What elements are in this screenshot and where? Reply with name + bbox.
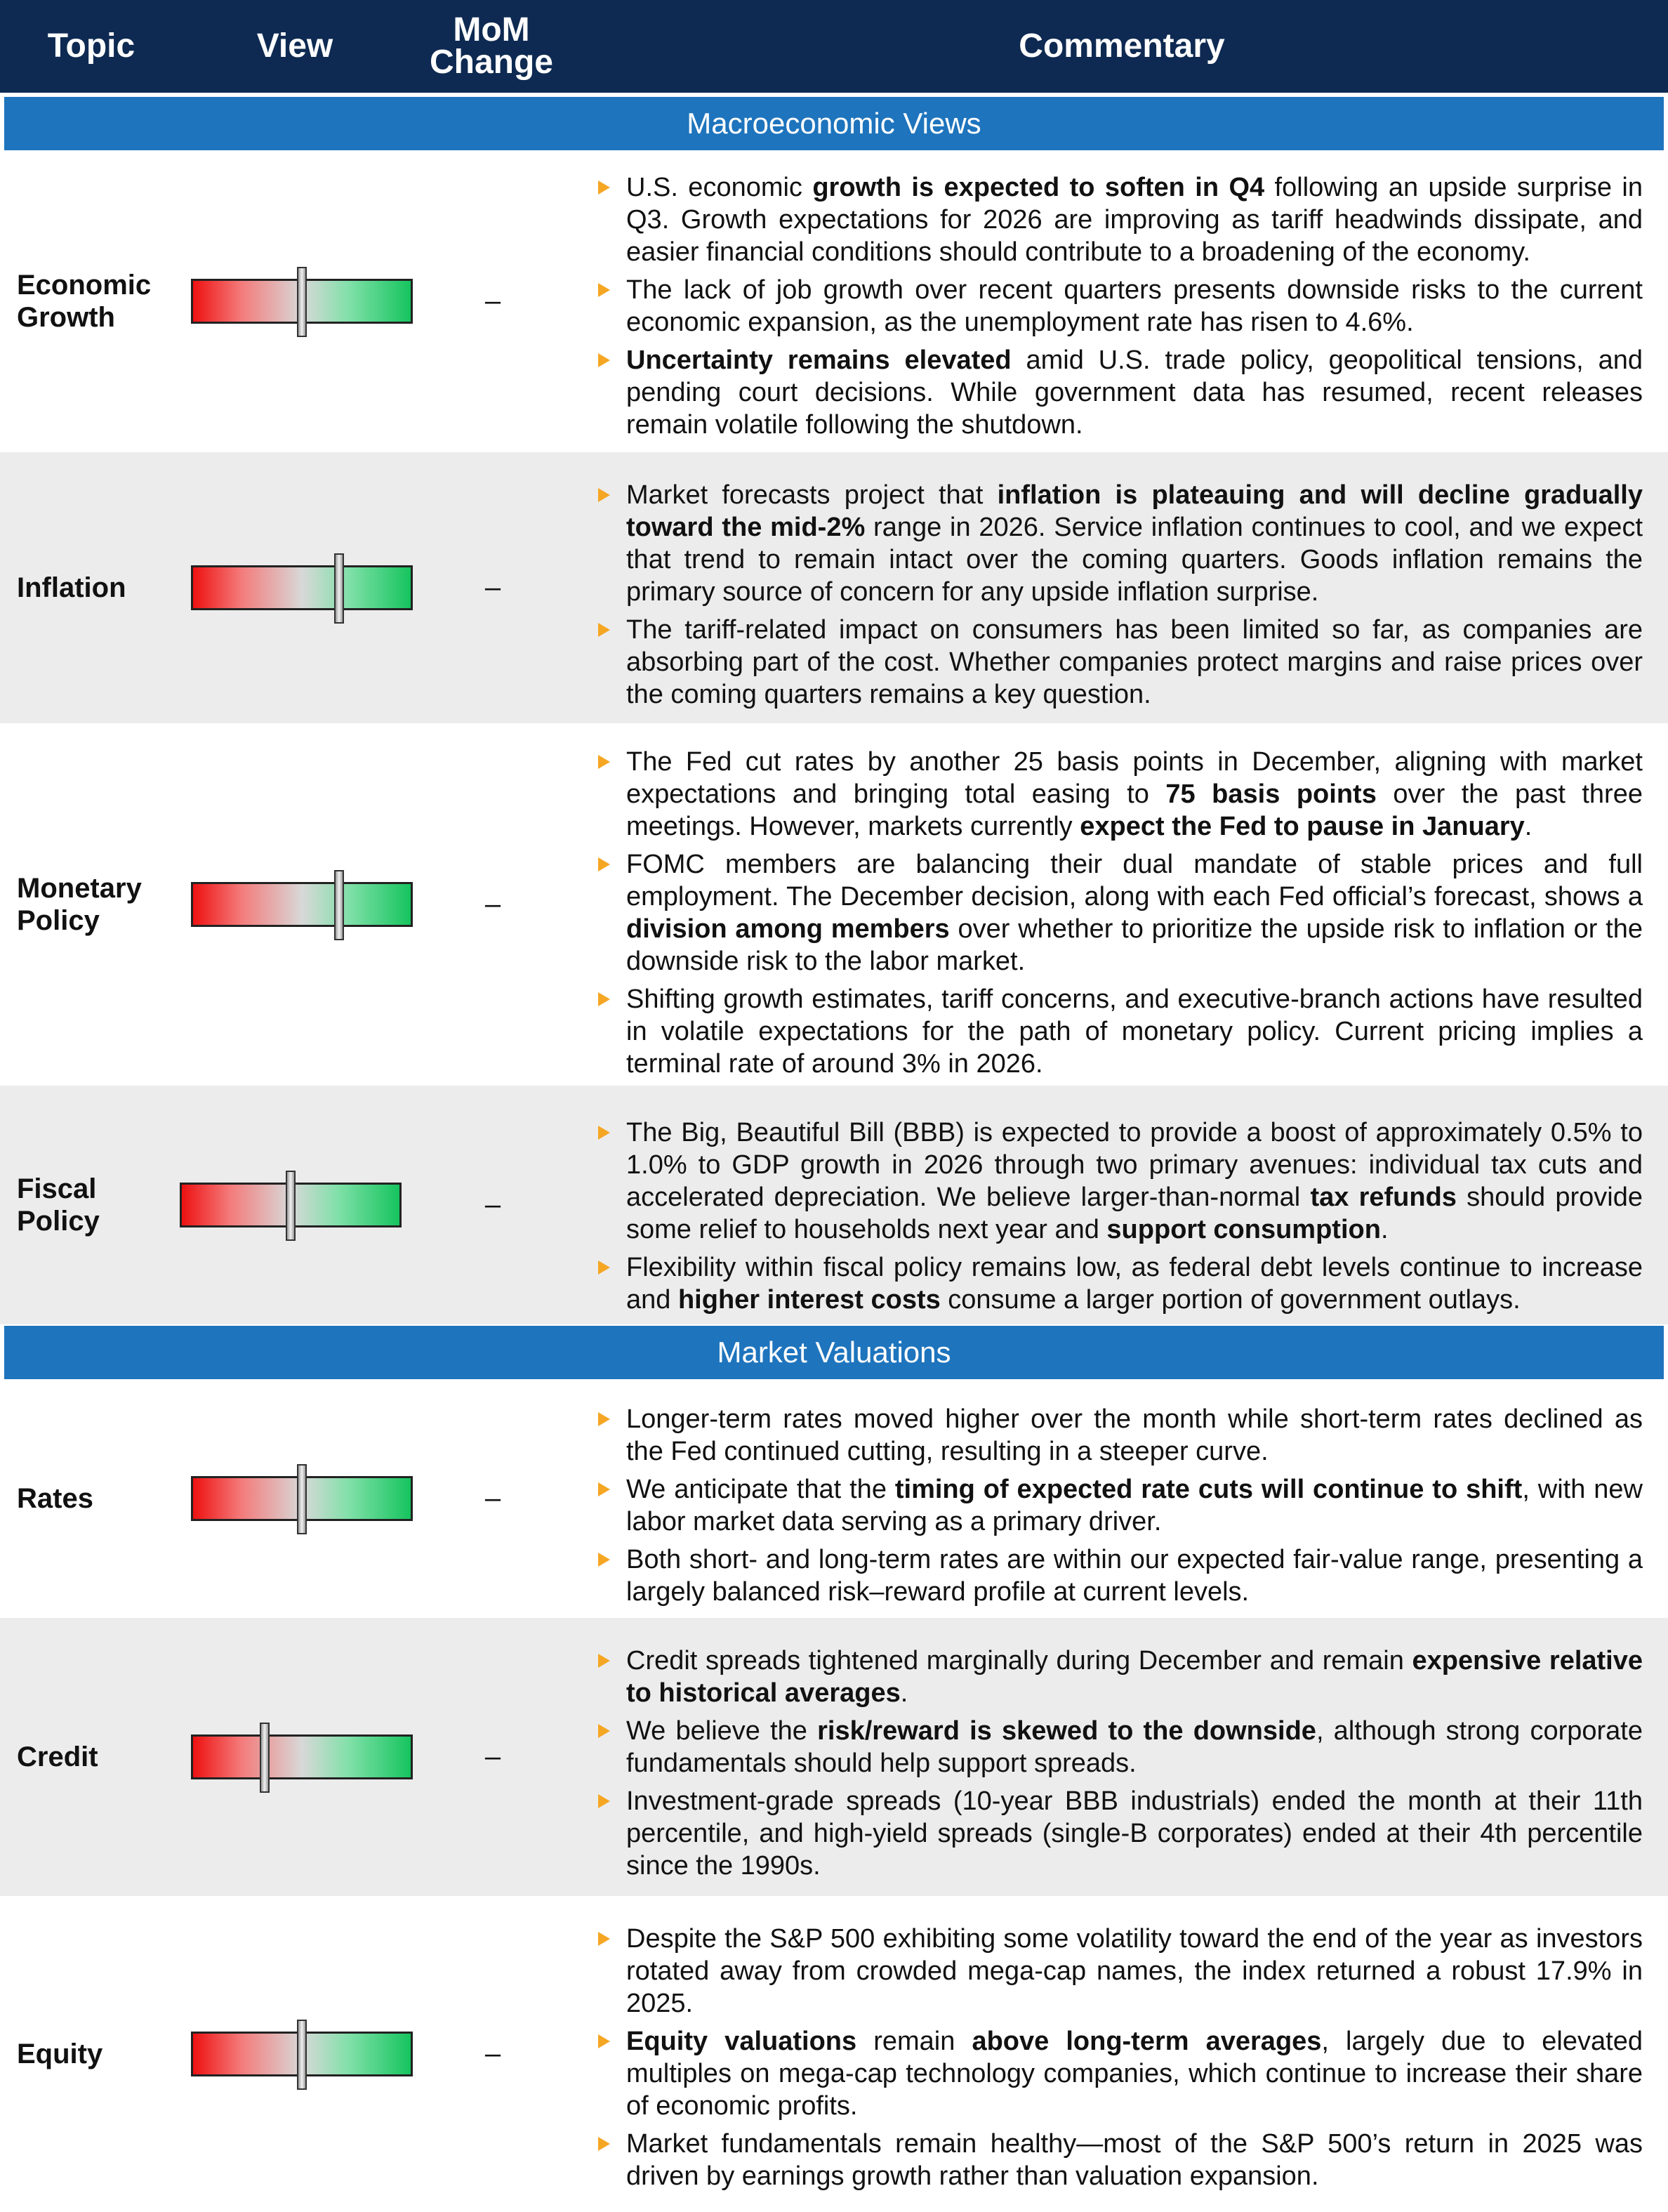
section-header: Macroeconomic Views xyxy=(4,97,1664,150)
mom-change-value: – xyxy=(484,1741,501,1772)
text-segment: . xyxy=(900,1678,908,1708)
bold-text: timing of expected rate cuts will continue to shift xyxy=(894,1475,1523,1504)
triangle-right-icon xyxy=(598,857,610,871)
table-row xyxy=(0,452,1668,723)
commentary-bullet xyxy=(590,344,1643,441)
row-topic: Monetary Policy xyxy=(17,873,142,936)
triangle-right-icon xyxy=(598,1553,610,1567)
text-segment: U.S. economic xyxy=(626,173,813,202)
bold-text: higher interest costs xyxy=(677,1285,941,1315)
triangle-right-icon xyxy=(598,1260,610,1275)
text-segment: The lack of job growth over recent quarters presents downside risks to the current economic expansion, as the unemployment rate has risen to 4.6%. xyxy=(626,275,1643,337)
view-gauge xyxy=(191,565,413,610)
section-header: Market Valuations xyxy=(4,1326,1664,1379)
commentary-bullet xyxy=(590,2025,1643,2122)
row-topic: Credit xyxy=(17,1742,98,1772)
text-segment: Both short- and long-term rates are within our expected fair-value range, presenting a largely balanced risk–reward profile at current levels. xyxy=(626,1545,1643,1607)
text-segment: , with new labor market data serving as a primary driver. xyxy=(626,1475,1643,1536)
bold-text: risk/reward is skewed to the downside xyxy=(817,1716,1316,1746)
triangle-right-icon xyxy=(598,1724,610,1738)
commentary xyxy=(590,479,1643,711)
text-segment: Market fundamentals remain healthy—most of the S&P 500’s return in 2025 was driven by earnings growth rather than valuation expansion. xyxy=(626,2129,1643,2191)
bold-text: Uncertainty remains elevated xyxy=(626,345,1012,375)
commentary-bullet xyxy=(590,1923,1643,2020)
text-segment: The tariff-related impact on consumers has been limited so far, as companies are absorbing part of the cost. Whether companies protect margins and raise prices over the coming quarters remains a key question. xyxy=(626,615,1643,709)
text-segment: The Fed cut rates by another 25 basis points in December, aligning with market expectations and bringing total easing to xyxy=(626,747,1643,809)
text-segment: Despite the S&P 500 exhibiting some volatility toward the end of the year as investors rotated away from crowded mega-cap names, the index returned a robust 17.9% in 2025. xyxy=(626,1924,1643,2018)
triangle-right-icon xyxy=(598,180,610,195)
view-gauge xyxy=(191,1476,413,1521)
header-mom-line2: Change xyxy=(429,44,553,81)
text-segment: Investment-grade spreads (10-year BBB industrials) ended the month at their 11th percentile, and high-yield spreads (single-B corporates) ended at their 4th percentile since the 1990s. xyxy=(626,1786,1643,1881)
header-commentary: Commentary xyxy=(1019,27,1225,65)
commentary xyxy=(590,1403,1643,1608)
commentary-bullet xyxy=(590,2128,1643,2192)
mom-change-value: – xyxy=(484,285,501,317)
slider-marker-icon xyxy=(297,1464,307,1534)
table-row xyxy=(0,1896,1668,2212)
commentary-bullet xyxy=(590,1117,1643,1246)
bold-text: inflation is plateauing and will decline gradually toward the mid-2% xyxy=(626,480,1643,542)
commentary-bullet xyxy=(590,1715,1643,1779)
slider-marker-icon xyxy=(297,267,307,337)
text-segment: over whether to prioritize the upside risk to inflation or the downside risk to the labor market. xyxy=(626,914,1643,976)
text-segment: Longer-term rates moved higher over the month while short-term rates declined as the Fed continued cutting, resulting in a steeper curve. xyxy=(626,1404,1643,1466)
table-row xyxy=(0,1086,1668,1324)
commentary xyxy=(590,1117,1643,1316)
bold-text: growth is expected to soften in Q4 xyxy=(812,173,1265,202)
text-segment: remain xyxy=(856,2027,972,2056)
table-header xyxy=(0,0,1668,93)
mom-change-value: – xyxy=(484,888,501,920)
row-topic: Equity xyxy=(17,2039,103,2069)
text-segment: consume a larger portion of government outlays. xyxy=(940,1285,1521,1315)
triangle-right-icon xyxy=(598,2137,610,2151)
slider-marker-icon xyxy=(297,2020,307,2090)
commentary-bullet xyxy=(590,479,1643,608)
text-segment: Shifting growth estimates, tariff concerns, and executive-branch actions have resulted in volatile expectations for the path of monetary policy. Current pricing implies a terminal rate of around 3% in 2026. xyxy=(626,985,1643,1079)
mom-change-value: – xyxy=(484,1189,501,1220)
slider-marker-icon xyxy=(286,1171,296,1241)
commentary-bullet xyxy=(590,1473,1643,1538)
commentary xyxy=(590,1645,1643,1882)
view-gauge xyxy=(191,279,413,324)
text-segment: We believe the xyxy=(626,1716,818,1746)
view-gauge xyxy=(180,1183,402,1227)
bold-text: expect the Fed to pause in January xyxy=(1080,812,1525,841)
commentary-bullet xyxy=(590,983,1643,1080)
row-topic: Economic Growth xyxy=(17,270,152,333)
bold-text: 75 basis points xyxy=(1165,779,1377,809)
mom-change-value: – xyxy=(484,572,501,603)
header-topic: Topic xyxy=(47,27,135,65)
commentary-bullet xyxy=(590,274,1643,338)
mom-change-value: – xyxy=(484,1482,501,1514)
text-segment: . xyxy=(1524,812,1533,841)
header-mom-line1: MoM xyxy=(453,11,530,48)
triangle-right-icon xyxy=(598,1412,610,1426)
commentary-bullet xyxy=(590,746,1643,843)
table-row xyxy=(0,723,1668,1086)
view-gauge xyxy=(191,2032,413,2076)
commentary-bullet xyxy=(590,171,1643,268)
text-segment: Credit spreads tightened marginally during December and remain xyxy=(626,1646,1412,1676)
triangle-right-icon xyxy=(598,353,610,367)
text-segment: , largely due to elevated multiples on mega-cap technology companies, which continue to increase their share of economic profits. xyxy=(626,2027,1643,2121)
text-segment: The Big, Beautiful Bill (BBB) is expected to provide a boost of approximately 0.5% to 1.0% to GDP growth in 2026 through two primary avenues: individual tax cuts and accelerated depreciation. We believe larger-than-normal xyxy=(626,1118,1643,1212)
bold-text: Equity valuations xyxy=(626,2027,857,2056)
bold-text: expensive relative to historical averages xyxy=(626,1646,1643,1708)
commentary xyxy=(590,1923,1643,2192)
triangle-right-icon xyxy=(598,1482,610,1496)
text-segment: over the past three meetings. However, markets currently xyxy=(626,779,1643,841)
triangle-right-icon xyxy=(598,1794,610,1808)
triangle-right-icon xyxy=(598,623,610,637)
commentary-bullet xyxy=(590,848,1643,977)
commentary-bullet xyxy=(590,1403,1643,1468)
slider-marker-icon xyxy=(334,870,344,940)
header-mom-change xyxy=(407,0,576,93)
bold-text: division among members xyxy=(626,914,950,944)
text-segment: . xyxy=(1380,1215,1389,1244)
commentary-bullet xyxy=(590,1251,1643,1316)
row-topic: Inflation xyxy=(17,572,126,603)
triangle-right-icon xyxy=(598,1932,610,1946)
text-segment: Flexibility within fiscal policy remains low, as federal debt levels continue to increase and xyxy=(626,1253,1643,1315)
triangle-right-icon xyxy=(598,488,610,502)
triangle-right-icon xyxy=(598,283,610,297)
triangle-right-icon xyxy=(598,755,610,769)
bold-text: support consumption xyxy=(1106,1215,1381,1244)
commentary-bullet xyxy=(590,1543,1643,1608)
triangle-right-icon xyxy=(598,1654,610,1668)
row-topic: Rates xyxy=(17,1483,93,1514)
commentary-bullet xyxy=(590,1645,1643,1709)
table-row xyxy=(0,1618,1668,1896)
view-gauge xyxy=(191,1734,413,1779)
row-topic: Fiscal Policy xyxy=(17,1173,100,1237)
text-segment: following an upside surprise in Q3. Growth expectations for 2026 are improving as tariff headwinds dissipate, and easier financial conditions should contribute to a broadening of the economy. xyxy=(626,173,1643,267)
bold-text: tax refunds xyxy=(1310,1183,1457,1212)
triangle-right-icon xyxy=(598,1126,610,1140)
text-segment: FOMC members are balancing their dual mandate of stable prices and full employment. The December decision, along with each Fed official’s forecast, shows a xyxy=(626,850,1643,911)
slider-marker-icon xyxy=(260,1723,270,1793)
triangle-right-icon xyxy=(598,992,610,1006)
text-segment: Market forecasts project that xyxy=(626,480,998,510)
bold-text: above long-term averages xyxy=(972,2027,1322,2056)
text-segment: range in 2026. Service inflation continues to cool, and we expect that trend to remain intact over the coming quarters. Goods inflation remains the primary source of concern for any upside inflation surprise. xyxy=(626,513,1643,607)
text-segment: We anticipate that the xyxy=(626,1475,895,1504)
view-gauge xyxy=(191,882,413,927)
slider-marker-icon xyxy=(334,553,344,624)
text-segment: , although strong corporate fundamentals should help support spreads. xyxy=(626,1716,1643,1778)
commentary xyxy=(590,171,1643,441)
header-view: View xyxy=(256,27,333,65)
triangle-right-icon xyxy=(598,2034,610,2048)
commentary-bullet xyxy=(590,1785,1643,1882)
text-segment: amid U.S. trade policy, geopolitical tensions, and pending court decisions. While government data has resumed, recent releases remain volatile following the shutdown. xyxy=(626,345,1643,440)
table-row xyxy=(0,1379,1668,1618)
commentary-bullet xyxy=(590,614,1643,711)
commentary xyxy=(590,746,1643,1080)
mom-change-value: – xyxy=(484,2038,501,2069)
text-segment: should provide some relief to households next year and xyxy=(626,1183,1643,1244)
table-row xyxy=(0,150,1668,452)
